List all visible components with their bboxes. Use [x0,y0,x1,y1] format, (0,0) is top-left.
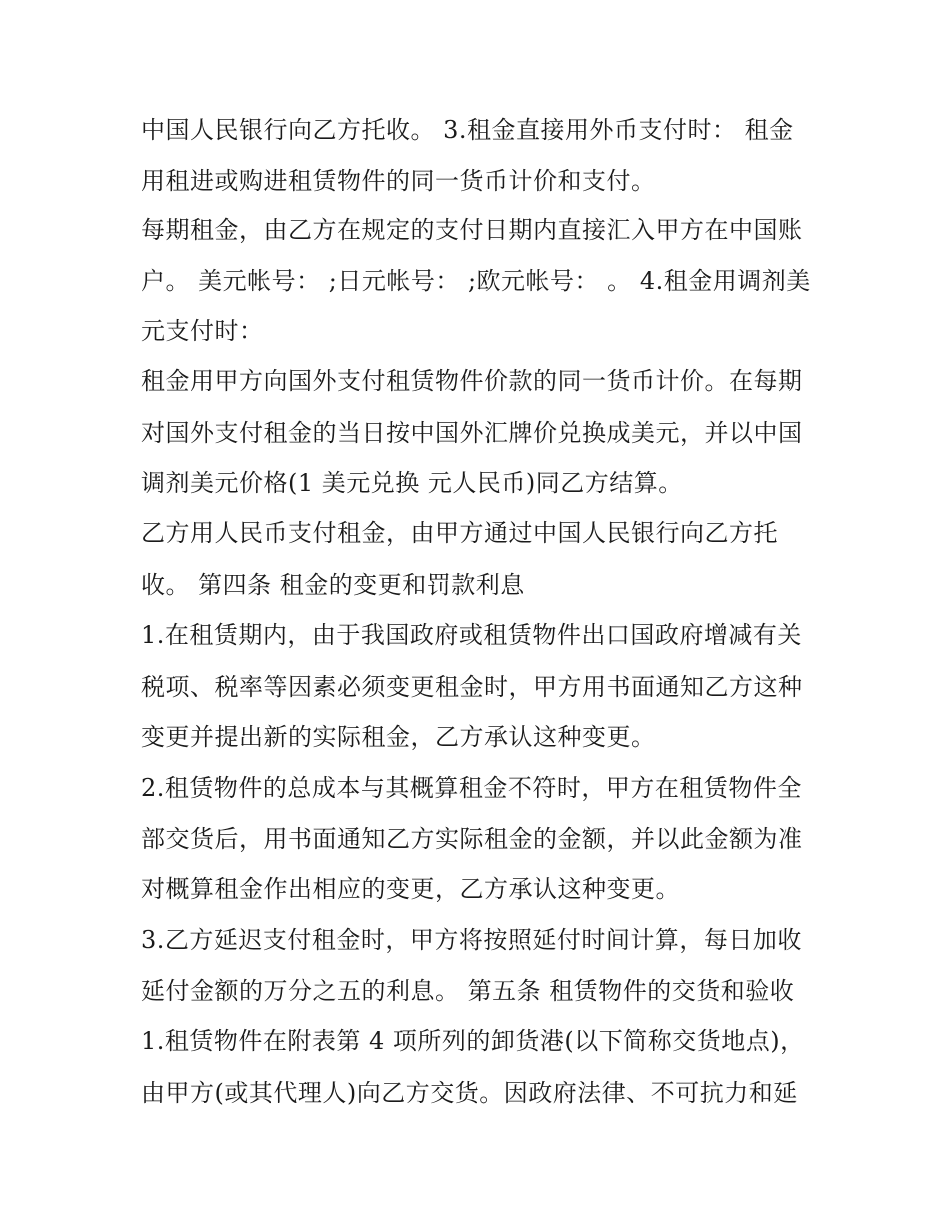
text-line: 调剂美元价格(1 美元兑换 元人民币)同乙方结算。 [141,469,683,497]
text-line: 对概算租金作出相应的变更，乙方承认这种变更。 [141,875,680,903]
text-line: 税项、税率等因素必须变更租金时，甲方用书面通知乙方这种 [141,673,803,701]
text-line: 部交货后，用书面通知乙方实际租金的金额，并以此金额为准 [141,825,803,853]
text-line: 变更并提出新的实际租金，乙方承认这种变更。 [141,723,656,751]
text-line: 乙方用人民币支付租金，由甲方通过中国人民银行向乙方托 [141,519,778,547]
text-line: 对国外支付租金的当日按中国外汇牌价兑换成美元，并以中国 [141,419,803,447]
text-line: 中国人民银行向乙方托收。 3.租金直接用外币支付时： 租金 [141,116,794,144]
text-line: 1.在租赁期内，由于我国政府或租赁物件出口国政府增减有关 [141,621,802,649]
text-line: 延付金额的万分之五的利息。 第五条 租赁物件的交货和验收 [141,977,795,1005]
text-line: 用租进或购进租赁物件的同一货币计价和支付。 [141,167,656,195]
text-line: 每期租金，由乙方在规定的支付日期内直接汇入甲方在中国账 [141,216,803,244]
text-line: 收。 第四条 租金的变更和罚款利息 [141,571,525,599]
text-line: 元支付时： [141,317,264,345]
text-line: 2.租赁物件的总成本与其概算租金不符时，甲方在租赁物件全 [141,774,802,802]
text-line: 租金用甲方向国外支付租赁物件价款的同一货币计价。在每期 [141,367,803,395]
text-line: 由甲方(或其代理人)向乙方交货。因政府法律、不可抗力和延 [141,1079,798,1107]
text-line: 3.乙方延迟支付租金时，甲方将按照延付时间计算，每日加收 [141,926,802,954]
text-line: 户。 美元帐号： ;日元帐号： ;欧元帐号： 。 4.租金用调剂美 [141,267,811,295]
text-line: 1.租赁物件在附表第 4 项所列的卸货港(以下简称交货地点)， [141,1027,805,1055]
